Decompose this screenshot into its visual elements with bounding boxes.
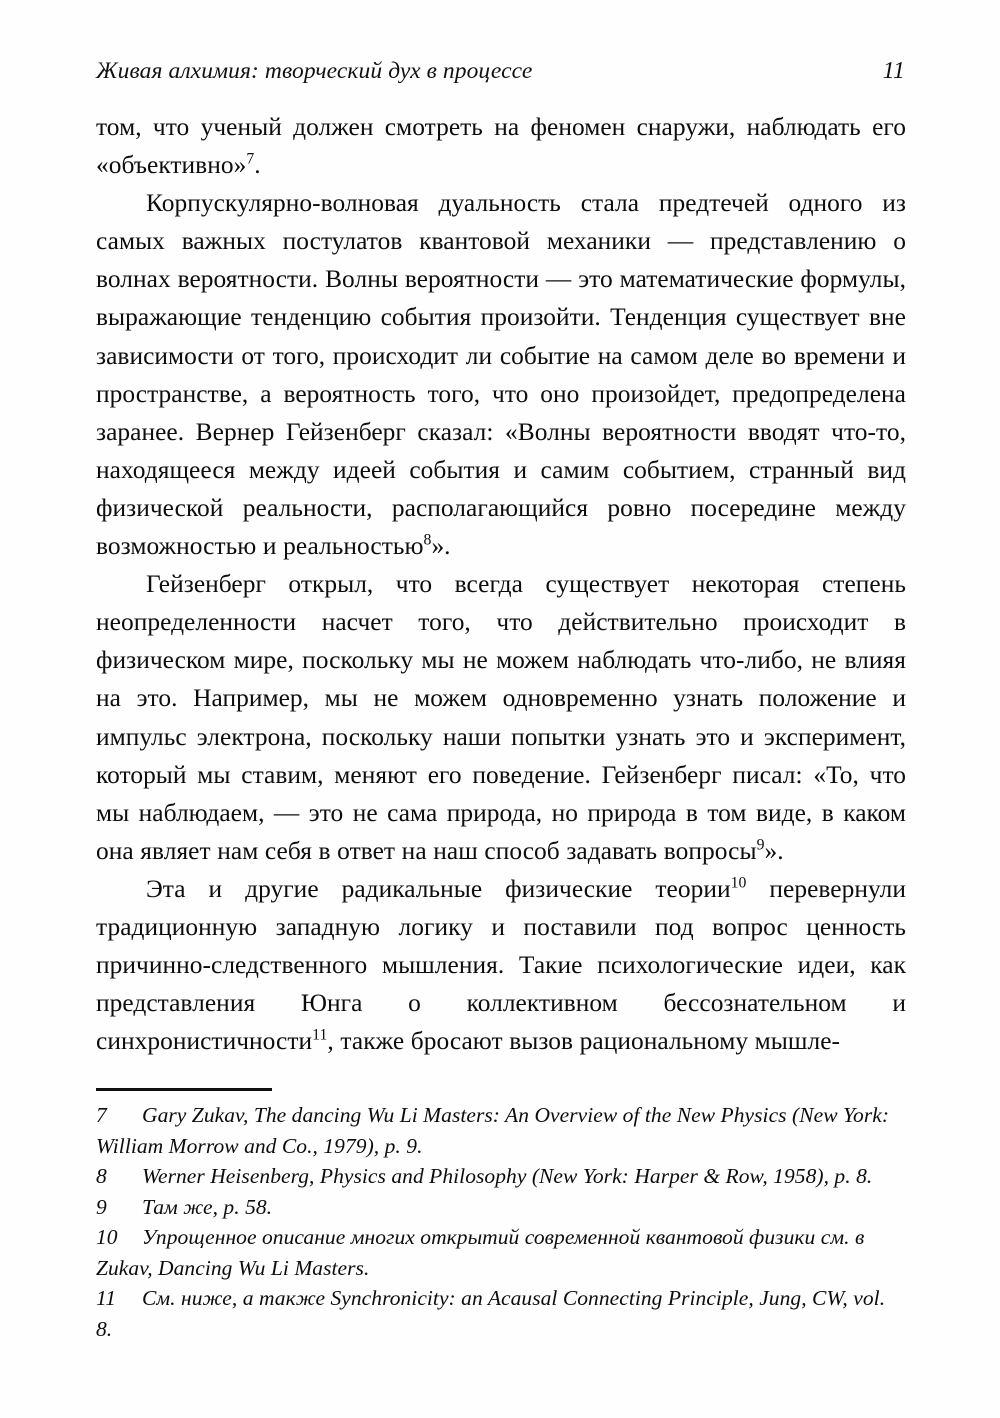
footnote-marker-9[interactable]: 9 (756, 836, 765, 854)
paragraph-1-text: том, что ученый должен смотреть на феномен снаружи, наблюдать его «объективно» (96, 113, 906, 180)
footnote-number: 11 (96, 1286, 117, 1310)
footnote-item (96, 1222, 906, 1283)
footnote-text: Werner Heisenberg, Physics and Philosophy (New York: Harper & Row, 1958), p. 8. (142, 1164, 873, 1188)
paragraph-2-text: Корпускулярно-волновая дуальность стала предтечей одного из самых важных постулатов квантовой механики — представлению о волнах вероятности. Волны вероятности — это математические формулы, выражающие тенденцию события произойти. Тенденция существует вне зависимости от того, происходит ли событие на самом деле во времени и пространстве, а вероятность того, что оно произойдет, предопределена заранее. Вернер Гейзенберг сказал: «Волны вероятности вводят что-то, находящееся между идеей события и самим событием, странный вид физической реальности, располагающийся ровно посередине между возможностью и реальностью (96, 189, 906, 561)
paragraph-1-tail: . (254, 151, 261, 180)
paragraph-2-tail: ». (431, 532, 451, 561)
footnote-text: Упрощенное описание многих открытий современной квантовой физики см. в Zukav, Dancing Wu Li Masters. (96, 1225, 865, 1280)
running-header (96, 58, 905, 92)
footnote-item (96, 1283, 906, 1344)
paragraph-3 (96, 565, 906, 870)
footnote-section (96, 1088, 906, 1344)
paragraph-4 (96, 870, 906, 1060)
paragraph-2 (96, 184, 906, 565)
running-header-title: Живая алхимия: творческий дух в процессе (96, 58, 533, 84)
footnote-text: Gary Zukav, The dancing Wu Li Masters: An Overview of the New Physics (New York: William Morrow and Co., 1979), p. 9. (96, 1103, 890, 1158)
footnote-text: См. ниже, а также Synchronicity: an Acausal Connecting Principle, Jung, CW, vol. 8. (96, 1286, 886, 1341)
footnote-text: Там же, p. 58. (142, 1194, 273, 1219)
paragraph-1 (96, 108, 906, 184)
footnote-number: 10 (96, 1225, 118, 1249)
footnote-separator-rule (96, 1088, 272, 1091)
paragraph-4-text-middle: перевернули традиционную западную логику и поставили под вопрос ценность причинно-следственного мышления. Такие психологические идеи, как представления Юнга о коллективном бессознательном и синхронистичности (96, 874, 906, 1056)
footnote-number: 7 (96, 1103, 107, 1127)
footnote-marker-7[interactable]: 7 (246, 150, 255, 168)
footnote-number: 8 (96, 1164, 107, 1188)
page-number: 11 (882, 58, 905, 84)
body-text-block (96, 108, 906, 1060)
footnote-item (96, 1161, 906, 1192)
paragraph-3-text: Гейзенберг открыл, что всегда существует некоторая степень неопределенности насчет того, что действительно происходит в физическом мире, поскольку мы не можем наблюдать что-либо, не влияя на это. Например, мы не можем одновременно узнать положение и импульс электрона, поскольку наши попытки узнать это и эксперимент, который мы ставим, меняют его поведение. Гейзенберг писал: «То, что мы наблюдаем, — это не сама природа, но природа в том виде, в каком она являет нам себя в ответ на наш способ задавать вопросы (96, 570, 906, 865)
footnote-marker-10[interactable]: 10 (730, 874, 747, 892)
footnote-number: 9 (96, 1194, 107, 1219)
footnote-item (96, 1100, 906, 1161)
paragraph-4-tail: , также бросают вызов рациональному мышле- (327, 1027, 841, 1056)
footnote-item (96, 1192, 906, 1223)
footnote-marker-11[interactable]: 11 (312, 1026, 328, 1044)
footnote-marker-8[interactable]: 8 (423, 531, 432, 549)
paragraph-4-text: Эта и другие радикальные физические теории (146, 874, 731, 903)
paragraph-3-tail: ». (764, 836, 784, 865)
